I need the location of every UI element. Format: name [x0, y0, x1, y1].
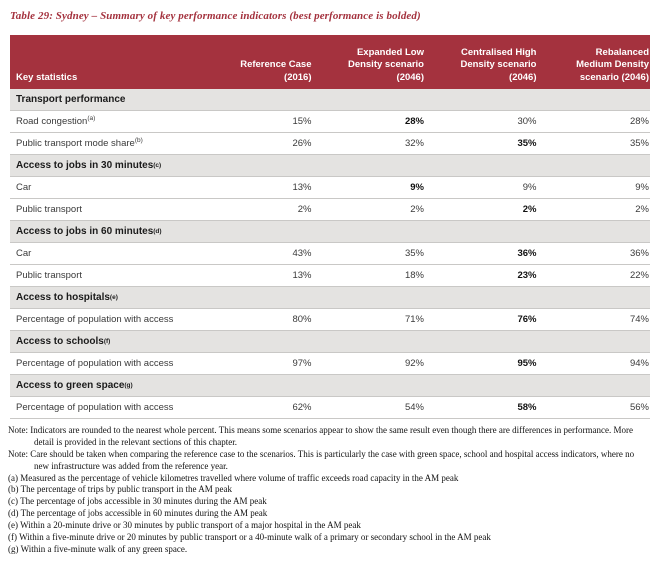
footnote-e: (e) Within a 20-minute drive or 30 minutes by public transport of a major hospital in the AM peak: [8, 520, 361, 530]
footnote-c: (c) The percentage of jobs accessible in 30 minutes during the AM peak: [8, 496, 267, 507]
cell-value: 32%: [404, 138, 424, 149]
column-header-key-statistics: Key statistics: [16, 71, 78, 83]
section-header-transport-performance: [10, 89, 650, 111]
cell-value: 28%: [629, 116, 649, 127]
footnote-d: (d) The percentage of jobs accessible in 60 minutes during the AM peak: [8, 508, 268, 519]
cell-value: 56%: [629, 402, 649, 413]
section-header-schools: Access to schools (f): [10, 331, 650, 353]
section-heading: Transport performance: [16, 94, 126, 105]
section-heading: Access to jobs in 30 minutes: [16, 160, 154, 171]
cell-value: 2%: [635, 204, 649, 215]
row-label: Percentage of population with access: [16, 314, 174, 325]
table-header-row: [10, 35, 650, 89]
row-label: Public transport: [16, 204, 83, 215]
row-label: Public transport mode share$^{(b)}$: [16, 136, 143, 149]
table-row: [10, 353, 650, 375]
table-row: [10, 309, 650, 331]
column-header-reference-case: Reference Case (2016): [240, 59, 312, 83]
table-footnotes: [8, 425, 650, 556]
table-row: [10, 199, 650, 221]
note-rounding: Note: Indicators are rounded to the nearest whole percent. This means some scenarios appear to show the same result even though there are differences in performance. More detail is provided in the relevant sections of this chapter.: [8, 425, 633, 447]
section-heading: Access to schools: [16, 336, 104, 347]
cell-value: 30%: [517, 116, 537, 127]
cell-value: 9%: [410, 182, 424, 193]
row-label: Percentage of population with access: [16, 358, 174, 369]
table-row: [10, 133, 650, 155]
table-row: [10, 265, 650, 287]
row-label: Road congestion$^{(a)}$: [16, 114, 96, 127]
row-label: Car: [16, 248, 32, 259]
cell-value: 71%: [404, 314, 424, 325]
section-header-hospitals: Access to hospitals (e): [10, 287, 650, 309]
table-row: [10, 177, 650, 199]
cell-value: 95%: [517, 358, 537, 369]
cell-value: 35%: [404, 248, 424, 259]
section-header-jobs-60-minutes: Access to jobs in 60 minutes (d): [10, 221, 650, 243]
cell-value: 2%: [297, 204, 312, 215]
column-header-centralised-high-density: Centralised High Density scenario (2046): [460, 46, 537, 83]
footnote-g: (g) Within a five-minute walk of any green space.: [8, 543, 188, 554]
table-row: [10, 111, 650, 133]
footnote-b: (b) The percentage of trips by public transport in the AM peak: [8, 484, 233, 495]
section-heading: Access to green space: [16, 380, 125, 391]
kpi-table: [10, 35, 650, 419]
column-header-rebalanced-medium-density: Rebalanced Medium Density scenario (2046): [576, 46, 649, 83]
cell-value: 35%: [629, 138, 649, 149]
section-header-jobs-30-minutes: Access to jobs in 30 minutes (c): [10, 155, 650, 177]
cell-value: 94%: [629, 358, 649, 369]
footnote-f: (f) Within a five-minute drive or 20 minutes by public transport or a 40-minute walk of a primary or secondary school in the AM peak: [8, 531, 491, 542]
cell-value: 28%: [404, 116, 424, 127]
cell-value: 23%: [517, 270, 537, 281]
row-label: Percentage of population with access: [16, 402, 174, 413]
section-heading: Access to hospitals: [16, 292, 110, 303]
cell-value: 92%: [404, 358, 424, 369]
table-row: [10, 243, 650, 265]
cell-value: 2%: [410, 204, 424, 215]
column-header-expanded-low-density: Expanded Low Density scenario (2046): [347, 46, 424, 83]
table-caption: Table 29: Sydney – Summary of key performance indicators (best performance is bolded): [10, 10, 421, 22]
cell-value: 15%: [292, 116, 312, 127]
footnote-marker: (b): [134, 136, 143, 144]
cell-value: 74%: [629, 314, 649, 325]
cell-value: 13%: [292, 182, 312, 193]
section-header-green-space: Access to green space (g): [10, 375, 650, 397]
footnote-marker: (a): [87, 114, 96, 122]
cell-value: 80%: [292, 314, 312, 325]
cell-value: 58%: [517, 402, 537, 413]
cell-value: 62%: [292, 402, 312, 413]
cell-value: 26%: [292, 138, 312, 149]
cell-value: 9%: [635, 182, 649, 193]
cell-value: 76%: [517, 314, 537, 325]
cell-value: 22%: [629, 270, 649, 281]
cell-value: 97%: [292, 358, 312, 369]
footnote-a: (a) Measured as the percentage of vehicle kilometres travelled where volume of traffic exceeds road capacity in the AM peak: [8, 472, 459, 483]
cell-value: 2%: [522, 204, 537, 215]
cell-value: 13%: [292, 270, 312, 281]
note-comparison: Note: Care should be taken when comparing the reference case to the scenarios. This is particularly the case with green space, school and hospital access indicators, where no new infrastructure was added from the reference year.: [8, 448, 635, 471]
cell-value: 18%: [404, 270, 424, 281]
table-row: [10, 397, 650, 419]
cell-value: 54%: [404, 402, 424, 413]
cell-value: 9%: [522, 182, 537, 193]
cell-value: 35%: [517, 138, 537, 149]
cell-value: 36%: [517, 248, 537, 259]
row-label: Car: [16, 182, 32, 193]
row-label: Public transport: [16, 270, 83, 281]
cell-value: 36%: [629, 248, 649, 259]
section-heading: Access to jobs in 60 minutes: [16, 226, 154, 237]
cell-value: 43%: [292, 248, 312, 259]
